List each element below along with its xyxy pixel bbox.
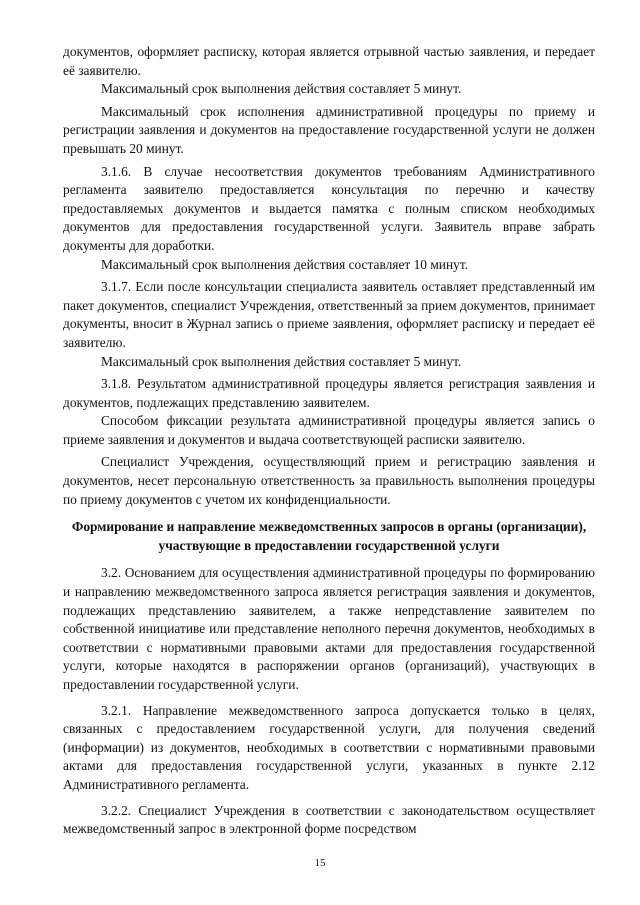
page-number: 15 xyxy=(314,857,326,869)
paragraph-3-1-6: 3.1.6. В случае несоответствия документов требованиям Административного регламента заявителю предоставляется консультация по перечню и качеству предоставляемых документов и выдается памятка с полным списком необходимых документов для предоставления государственной услуги. Заявитель вправе забрать документы для доработки. xyxy=(63,163,595,253)
paragraph-3-2-1: 3.2.1. Направление межведомственного запроса допускается только в целях, связанных с предоставлением государственной услуги, для получения сведений (информации) из документов, необходимых в соответствии с нормативными правовыми актами для предоставления государственной услуги, указанных в пункте 2.12 Административного регламента. xyxy=(63,702,595,792)
paragraph-max-duration: Максимальный срок исполнения административной процедуры по приему и регистрации заявления и документов на предоставление государственной услуги не должен превышать 20 минут. xyxy=(63,103,595,156)
paragraph-3-2: 3.2. Основанием для осуществления административной процедуры по формированию и направлению межведомственного запроса является регистрация заявления и документов, подлежащих представлению заявителем, а также непредставление заявителем по собственной инициативе или представление неполного перечня документов, необходимых в соответствии с нормативными правовыми актами для предоставления государственной услуги, которые находятся в распоряжении органов (организаций), участвующих в предоставлении государственной услуги. xyxy=(63,565,595,692)
paragraph-time-limit: Максимальный срок выполнения действия составляет 5 минут. xyxy=(101,353,462,369)
section-title: Формирование и направление межведомственных запросов в органы (организации), участвующие в предоставлении государственной услуги xyxy=(71,519,587,553)
paragraph-fixation: Способом фиксации результата административной процедуры является запись о приеме заявления и документов и выдача соответствующей расписки заявителю. xyxy=(63,413,595,447)
paragraph-responsibility: Специалист Учреждения, осуществляющий прием и регистрацию заявления и документов, несет персональную ответственность за правильность выполнения процедуры по приему документов с учетом их конфиденциальности. xyxy=(63,454,595,507)
paragraph-3-2-2: 3.2.2. Специалист Учреждения в соответствии с законодательством осуществляет межведомственный запрос в электронной форме посредством xyxy=(63,802,595,837)
paragraph-time-limit: Максимальный срок выполнения действия составляет 10 минут. xyxy=(101,256,469,272)
document-body xyxy=(63,43,595,839)
paragraph-3-1-8: 3.1.8. Результатом административной процедуры является регистрация заявления и документов, подлежащих представлению заявителем. xyxy=(63,376,595,410)
paragraph-continued: документов, оформляет расписку, которая является отрывной частью заявления, и передает её заявителю. xyxy=(63,44,595,78)
paragraph-3-1-7: 3.1.7. Если после консультации специалиста заявитель оставляет представленный им пакет документов, специалист Учреждения, ответственный за прием документов, принимает документы, вносит в Журнал запись о приеме заявления, оформляет расписку и передает её заявителю. xyxy=(63,279,595,350)
paragraph-time-limit: Максимальный срок выполнения действия составляет 5 минут. xyxy=(101,81,462,97)
